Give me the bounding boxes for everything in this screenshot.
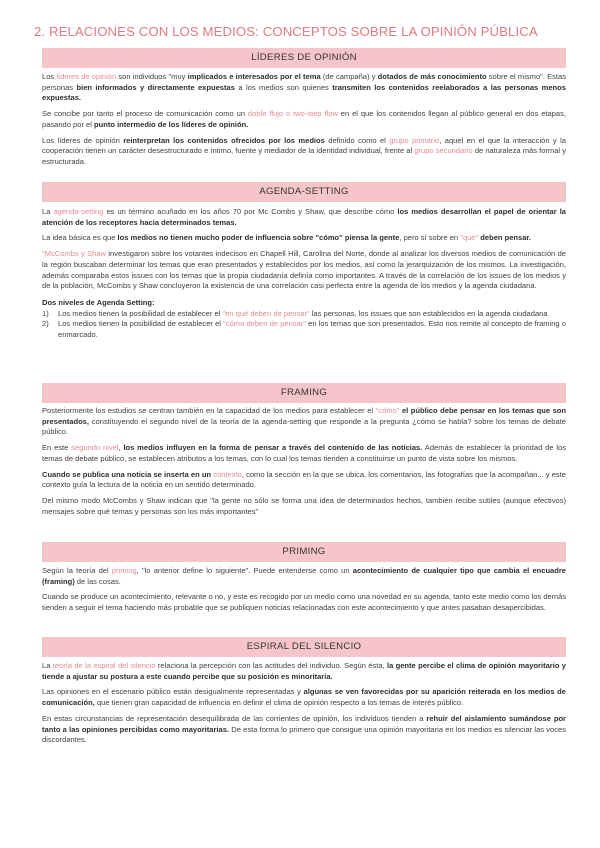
paragraph: En estas circunstancias de representación desequilibrada de las corrientes de opinión, los individuos tienden a rehuir del aislamiento sumándose por tanto a las opiniones percibidas como mayoritarias. De esta forma lo primero que consigue una opinión mayoritaria en los medios es silenciar las voces discordantes. [42, 713, 567, 745]
levels-title: Dos niveles de Agenda Setting: [42, 297, 155, 307]
paragraph: La idea básica es que los medios no tienen mucho poder de influencia sobre "cómo" piensa la gente, pero sí sobre en "qué" deben pensar. [42, 233, 532, 243]
section-header-framing: FRAMING [42, 383, 566, 403]
paragraph: Según la teoría del priming, "lo anterior define lo siguiente". Puede entenderse como un acontecimiento de cualquier tipo que cambia el encuadre (framing) de las cosas. [42, 566, 567, 586]
levels-list [42, 309, 566, 341]
section-header-priming: PRIMING [42, 542, 566, 562]
paragraph: "McCombs y Shaw investigaron sobre los votantes indecisos en Chapell Hill, Carolina del Norte, donde al analizar los diversos medios de comunicación de la región buscaban determinar los temas que eran presentados y establecidos por los medios, así como la jerarquización de los mismos. La investigación, además comparaba estos issues con los temas que la propia ciudadanía definía como importantes. A través de la correlación de los issues de los medios y de la población, McCombs y Shaw concluyeron la existencia de una correlación casi perfecta entre la agenda de los medios y la agenda ciudadana. [42, 249, 566, 291]
list-item: 2) Los medios tienen la posibilidad de establecer el "cómo deben de pensar" en los temas que son presentados. Esto nos remite al concepto de framing o enmarcado. [42, 319, 566, 340]
paragraph: La teoría de la espiral del silencio relaciona la percepción con las actitudes del individuo. Según ésta, la gente percibe el clima de opinión mayoritario y tiende a ajustar su postura a este cuando percibe que su posición es minoritaria. [42, 661, 566, 681]
paragraph: Los líderes de opinión son individuos "muy implicados e interesados por el tema (de campaña) y dotados de más conocimiento sobre el mismo". Estas personas bien informados y directamente expuestas a los medios son quienes transmiten los contenidos reelaborados a las personas menos expuestas. [42, 72, 566, 103]
paragraph: En este segundo nivel, los medios influyen en la forma de pensar a través del contenido de las noticias. Además de establecer la prioridad de los temas de debate público, se establecen atributos a los temas, con lo cual los temas tienden a constituirse un punto de vista sobre los mismos. [42, 443, 566, 463]
section-body-espiral [42, 661, 566, 746]
section-body-lideres [42, 72, 566, 168]
list-item: 1) Los medios tienen la posibilidad de establecer el "en qué deben de pensar" las personas, los issues que son establecidos en la agenda ciudadana [42, 308, 548, 318]
paragraph: Cuando se produce un acontecimiento, relevante o no, y este es recogido por un medio como una novedad en su agenda, tanto este medio como los demás tienden a seguir el tema haciendo más probable que se publiquen noticias relacionadas con este acontecimiento y que antes pasaban desapercibidas. [42, 592, 567, 613]
paragraph: Cuando se publica una noticia se inserta en un contexto, como la sección en la que se ubica, los comentarios, las fotografías que la acompañan... y este contexto guía la lectura de la noticia en un sentido determinado. [42, 469, 566, 490]
paragraph: Se concibe por tanto el proceso de comunicación como un doble flujo o two-step flow en el que los contenidos llegan al público general en dos etapas, pasando por el punto intermedio de los líderes de opinión. [42, 109, 566, 129]
section-header-lideres: LÍDERES DE OPINIÓN [42, 48, 566, 68]
section-header-espiral: ESPIRAL DEL SILENCIO [42, 637, 566, 657]
page-title: 2. RELACIONES CON LOS MEDIOS: CONCEPTOS SOBRE LA OPINIÓN PÚBLICA [34, 24, 538, 39]
section-header-agenda: AGENDA-SETTING [42, 182, 566, 202]
paragraph: La agenda-setting es un término acuñado en los años 70 por Mc Combs y Shaw, que describe cómo los medios desarrollan el papel de orientar la atención de los receptores hacia determinados temas. [42, 207, 566, 227]
paragraph: Los líderes de opinión reinterpretan los contenidos ofrecidos por los medios definido como el grupo primario, aquel en el que la interacción y la cooperación tienen un carácter desestructurado e íntimo, fuente y mediador de la identidad individual, frente al grupo secundario de naturaleza más formal y estructurada. [42, 135, 566, 166]
section-body-agenda [42, 207, 566, 341]
paragraph: Del mismo modo McCombs y Shaw indican que "la gente no sólo se forma una idea de determinados hechos, también recibe sutiles (aunque efectivos) mensajes sobre qué temas y personas son los más importantes" [42, 495, 566, 516]
section-body-priming [42, 566, 566, 614]
paragraph: Posteriormente los estudios se centran también en la capacidad de los medios para establecer el "cómo" el público debe pensar en los temas que son presentados, constituyendo el segundo nivel de la teoría de la agenda-setting que responde a la pregunta ¿cómo se habla? sobre los temas de debate público. [42, 406, 567, 437]
paragraph: Las opiniones en el escenario público están desigualmente representadas y algunas se ven favorecidas por su aparición reiterada en los medios de comunicación, que tienen gran capacidad de influencia en definir el clima de opinión respecto a los temas de interés público. [42, 687, 566, 708]
section-body-framing [42, 406, 566, 517]
